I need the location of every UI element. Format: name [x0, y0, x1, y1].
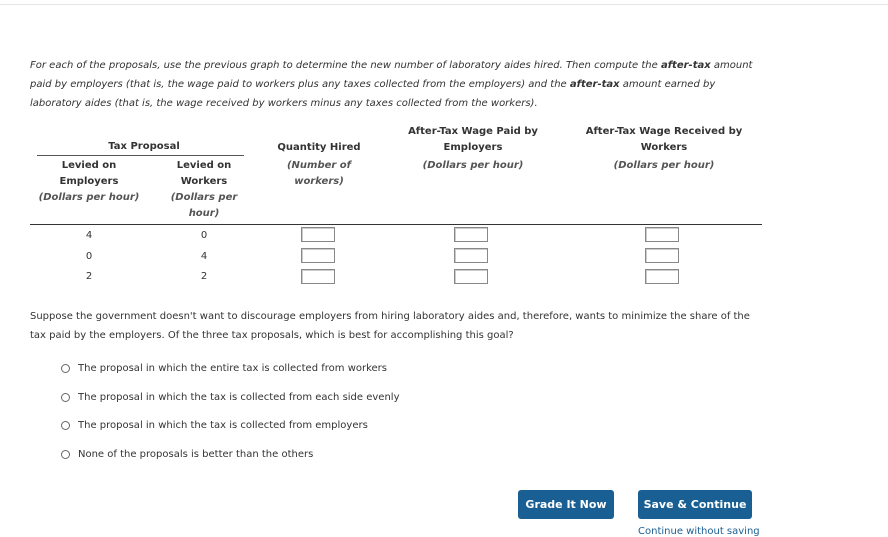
instructions-part1: For each of the proposals, use the previous graph to determine the new number of laboratory aides hired. Then compute the: [30, 60, 661, 71]
row3-quantity-input[interactable]: [301, 269, 335, 284]
quantity-sub1: (Number of: [286, 160, 352, 171]
option-none[interactable]: [61, 447, 313, 461]
received-sub: (Dollars per hour): [613, 160, 715, 171]
levied-workers-line1: Levied on: [176, 160, 232, 171]
radio-icon[interactable]: [61, 364, 70, 373]
radio-icon[interactable]: [61, 393, 70, 402]
row1-employers: 4: [85, 230, 93, 241]
question-text: Suppose the government doesn't want to discourage employers from hiring laboratory aides and, therefore, wants to minimize the share of the tax paid by the employers. Of the three tax proposals, which is best for accomplishing this goal?: [30, 311, 750, 341]
row3-paid-input[interactable]: [454, 269, 488, 284]
levied-employers-line2: Employers: [59, 176, 119, 187]
row3-received-input[interactable]: [645, 269, 679, 284]
received-line2: Workers: [640, 142, 688, 153]
row1-received-input[interactable]: [645, 227, 679, 242]
row2-paid-input[interactable]: [454, 248, 488, 263]
row1-paid-input[interactable]: [454, 227, 488, 242]
top-divider: [0, 4, 888, 5]
received-line1: After-Tax Wage Received by: [585, 126, 743, 137]
levied-workers-line2: Workers: [180, 176, 228, 187]
paid-header: [398, 124, 548, 174]
option-none-label: None of the proposals is better than the others: [78, 448, 314, 460]
paid-sub: (Dollars per hour): [422, 160, 524, 171]
option-employers-label: The proposal in which the tax is collected from employers: [78, 419, 368, 431]
quantity-line1: Quantity Hired: [277, 142, 361, 153]
radio-icon[interactable]: [61, 421, 70, 430]
option-evenly[interactable]: [61, 390, 400, 404]
quantity-sub2: workers): [294, 176, 344, 187]
row2-workers: 4: [200, 251, 208, 262]
levied-workers-sub1: (Dollars per: [170, 192, 238, 203]
radio-icon[interactable]: [61, 450, 70, 459]
option-employers[interactable]: [61, 418, 368, 432]
instructions-part2: amount paid by employers (that is, the wage paid to workers plus any taxes collected from the employers) and the: [30, 60, 753, 90]
instructions-text: [30, 56, 760, 113]
option-workers-label: The proposal in which the entire tax is collected from workers: [78, 362, 388, 374]
row1-quantity-input[interactable]: [301, 227, 335, 242]
save-continue-button[interactable]: Save & Continue: [638, 490, 752, 519]
received-header: [579, 124, 749, 174]
row2-employers: 0: [85, 251, 93, 262]
row2-received-input[interactable]: [645, 248, 679, 263]
grade-it-now-button[interactable]: Grade It Now: [518, 490, 614, 519]
quantity-header: [264, 140, 374, 190]
table-header-rule: [30, 224, 762, 225]
tax-proposal-underline: [37, 155, 244, 156]
levied-employers-line1: Levied on: [61, 160, 117, 171]
levied-workers-header: [164, 158, 244, 222]
tax-proposal-header: Tax Proposal: [108, 141, 180, 152]
levied-employers-sub: (Dollars per hour): [38, 192, 140, 203]
levied-employers-header: [30, 158, 148, 206]
row3-workers: 2: [200, 271, 208, 282]
paid-line2: Employers: [443, 142, 503, 153]
instructions-bold2: after-tax: [569, 79, 620, 90]
row2-quantity-input[interactable]: [301, 248, 335, 263]
paid-line1: After-Tax Wage Paid by: [408, 126, 538, 137]
row1-workers: 0: [200, 230, 208, 241]
instructions-bold1: after-tax: [660, 60, 711, 71]
option-workers[interactable]: [61, 361, 387, 375]
row3-employers: 2: [85, 271, 93, 282]
continue-without-saving-link[interactable]: Continue without saving: [638, 526, 760, 537]
option-evenly-label: The proposal in which the tax is collected from each side evenly: [78, 391, 400, 403]
instructions-part3: amount earned by laboratory aides (that is, the wage received by workers minus any taxes collected from the workers).: [30, 79, 716, 109]
levied-workers-sub2: hour): [188, 208, 220, 219]
